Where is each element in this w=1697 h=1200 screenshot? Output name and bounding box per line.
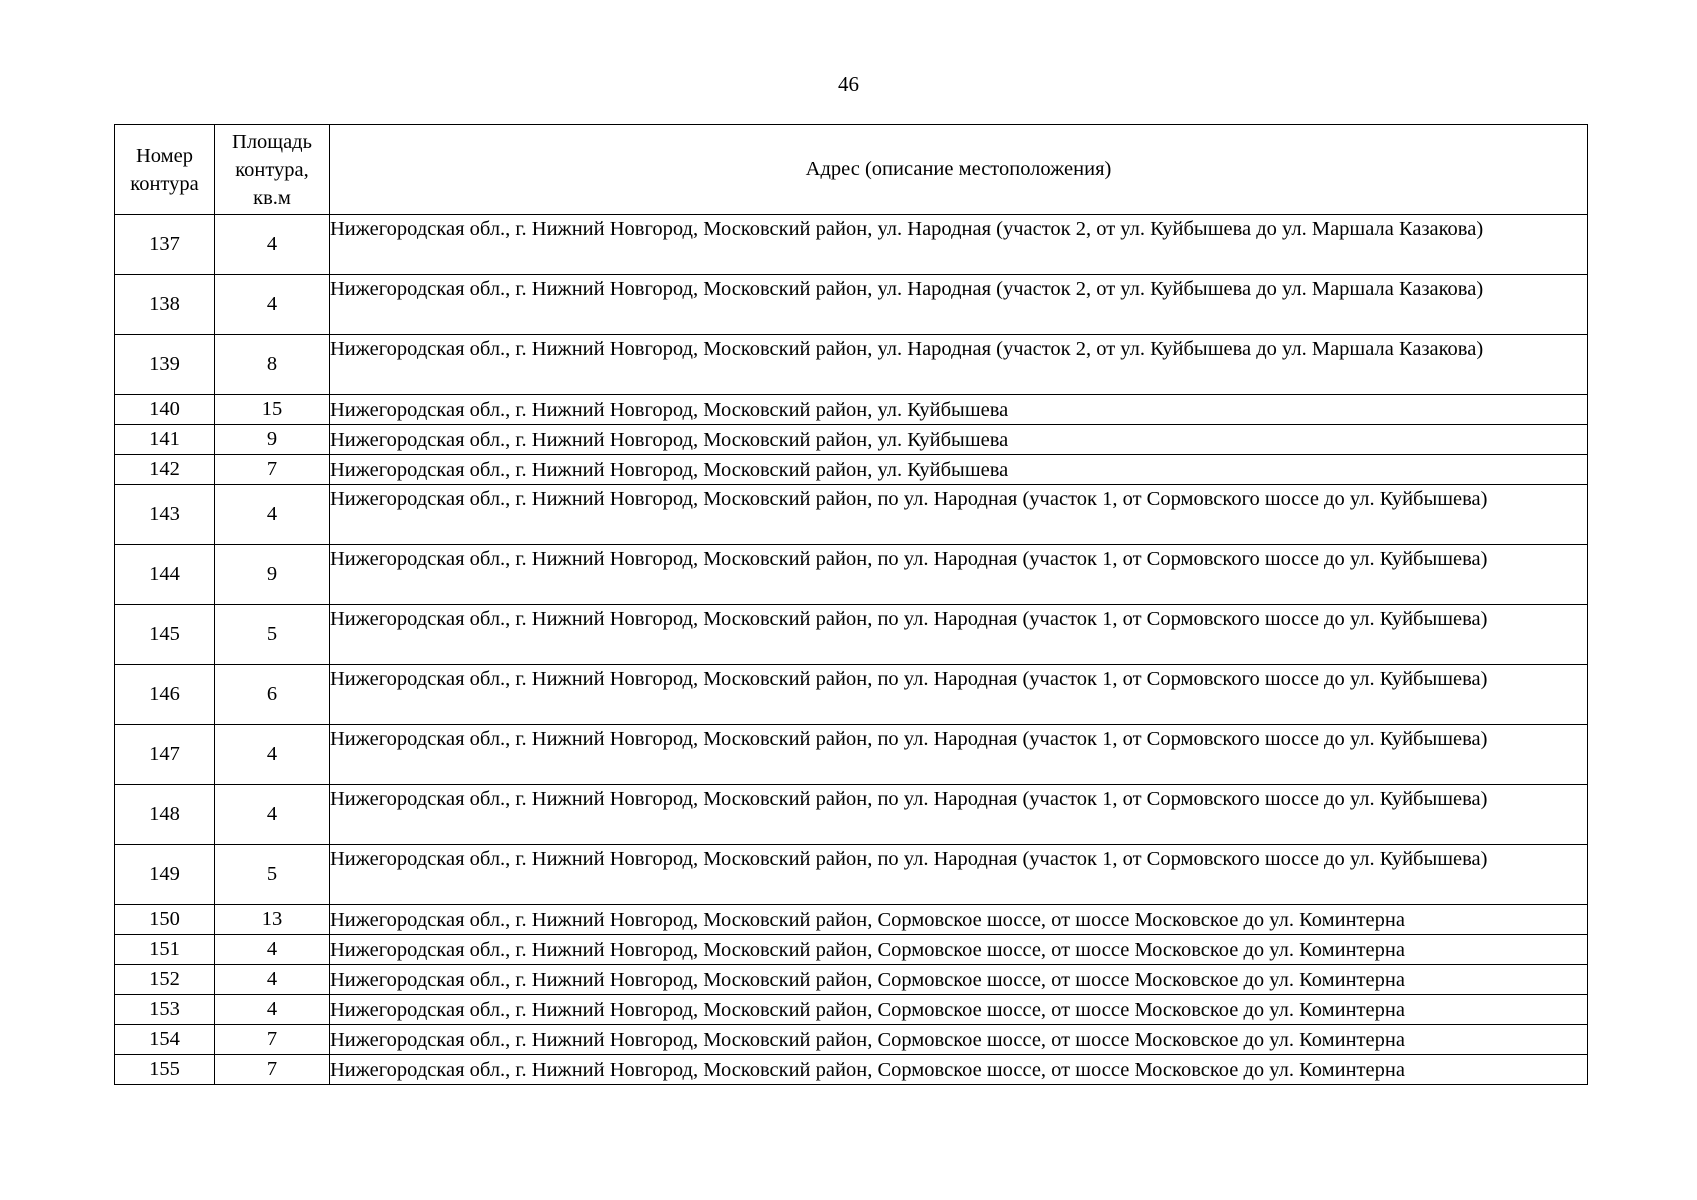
cell-contour-number: 140 (115, 395, 215, 425)
cell-contour-area: 4 (215, 965, 330, 995)
page-number: 46 (838, 72, 859, 96)
cell-address: Нижегородская обл., г. Нижний Новгород, Московский район, ул. Куйбышева (330, 455, 1588, 485)
cell-contour-area: 15 (215, 395, 330, 425)
table-row (115, 545, 1588, 605)
cell-address: Нижегородская обл., г. Нижний Новгород, Московский район, ул. Куйбышева (330, 395, 1588, 425)
cell-address: Нижегородская обл., г. Нижний Новгород, Московский район, по ул. Народная (участок 1, от Сормовского шоссе до ул. Куйбышева) (330, 485, 1588, 545)
cell-address: Нижегородская обл., г. Нижний Новгород, Московский район, Сормовское шоссе, от шоссе Московское до ул. Коминтерна (330, 995, 1588, 1025)
table-row (115, 455, 1588, 485)
cell-address: Нижегородская обл., г. Нижний Новгород, Московский район, Сормовское шоссе, от шоссе Московское до ул. Коминтерна (330, 1055, 1588, 1085)
table-row (115, 275, 1588, 335)
cell-address: Нижегородская обл., г. Нижний Новгород, Московский район, по ул. Народная (участок 1, от Сормовского шоссе до ул. Куйбышева) (330, 785, 1588, 845)
cell-contour-number: 147 (115, 725, 215, 785)
cell-contour-number: 148 (115, 785, 215, 845)
cell-contour-area: 4 (215, 725, 330, 785)
cell-address: Нижегородская обл., г. Нижний Новгород, Московский район, Сормовское шоссе, от шоссе Московское до ул. Коминтерна (330, 935, 1588, 965)
cell-address: Нижегородская обл., г. Нижний Новгород, Московский район, по ул. Народная (участок 1, от Сормовского шоссе до ул. Куйбышева) (330, 845, 1588, 905)
cell-address: Нижегородская обл., г. Нижний Новгород, Московский район, Сормовское шоссе, от шоссе Московское до ул. Коминтерна (330, 905, 1588, 935)
table-row (115, 965, 1588, 995)
cell-address: Нижегородская обл., г. Нижний Новгород, Московский район, по ул. Народная (участок 1, от Сормовского шоссе до ул. Куйбышева) (330, 665, 1588, 725)
cell-address: Нижегородская обл., г. Нижний Новгород, Московский район, Сормовское шоссе, от шоссе Московское до ул. Коминтерна (330, 965, 1588, 995)
cell-address: Нижегородская обл., г. Нижний Новгород, Московский район, ул. Народная (участок 2, от ул. Куйбышева до ул. Маршала Казакова) (330, 335, 1588, 395)
cell-address: Нижегородская обл., г. Нижний Новгород, Московский район, по ул. Народная (участок 1, от Сормовского шоссе до ул. Куйбышева) (330, 545, 1588, 605)
cell-contour-number: 154 (115, 1025, 215, 1055)
cell-contour-number: 142 (115, 455, 215, 485)
cell-contour-number: 149 (115, 845, 215, 905)
table-row (115, 1055, 1588, 1085)
cell-contour-area: 13 (215, 905, 330, 935)
cell-contour-area: 9 (215, 425, 330, 455)
cell-contour-number: 151 (115, 935, 215, 965)
table-row (115, 995, 1588, 1025)
cell-contour-area: 4 (215, 935, 330, 965)
table-row (115, 395, 1588, 425)
cell-contour-area: 7 (215, 455, 330, 485)
cell-contour-area: 4 (215, 785, 330, 845)
table-row (115, 845, 1588, 905)
cell-contour-number: 143 (115, 485, 215, 545)
cell-contour-number: 155 (115, 1055, 215, 1085)
cell-contour-number: 150 (115, 905, 215, 935)
table-row (115, 725, 1588, 785)
cell-contour-number: 137 (115, 215, 215, 275)
cell-contour-area: 9 (215, 545, 330, 605)
cell-contour-area: 4 (215, 275, 330, 335)
cell-contour-area: 4 (215, 215, 330, 275)
cell-address: Нижегородская обл., г. Нижний Новгород, Московский район, по ул. Народная (участок 1, от Сормовского шоссе до ул. Куйбышева) (330, 605, 1588, 665)
cell-contour-area: 8 (215, 335, 330, 395)
header-contour-area: Площадь контура, кв.м (215, 125, 330, 215)
cell-contour-number: 138 (115, 275, 215, 335)
table-row (115, 935, 1588, 965)
cell-contour-area: 5 (215, 845, 330, 905)
header-contour-number: Номер контура (115, 125, 215, 215)
table-row (115, 605, 1588, 665)
cell-address: Нижегородская обл., г. Нижний Новгород, Московский район, ул. Народная (участок 2, от ул. Куйбышева до ул. Маршала Казакова) (330, 275, 1588, 335)
cell-contour-number: 152 (115, 965, 215, 995)
cell-contour-area: 6 (215, 665, 330, 725)
header-address: Адрес (описание местоположения) (330, 125, 1588, 215)
cell-contour-area: 7 (215, 1055, 330, 1085)
table-row (115, 665, 1588, 725)
table-row (115, 785, 1588, 845)
table-row (115, 425, 1588, 455)
cell-address: Нижегородская обл., г. Нижний Новгород, Московский район, по ул. Народная (участок 1, от Сормовского шоссе до ул. Куйбышева) (330, 725, 1588, 785)
cell-contour-number: 153 (115, 995, 215, 1025)
cell-address: Нижегородская обл., г. Нижний Новгород, Московский район, ул. Народная (участок 2, от ул. Куйбышева до ул. Маршала Казакова) (330, 215, 1588, 275)
cell-contour-area: 5 (215, 605, 330, 665)
table-header-row (115, 125, 1588, 215)
table-row (115, 215, 1588, 275)
table-row (115, 1025, 1588, 1055)
cell-contour-number: 144 (115, 545, 215, 605)
cell-contour-number: 146 (115, 665, 215, 725)
cell-address: Нижегородская обл., г. Нижний Новгород, Московский район, Сормовское шоссе, от шоссе Московское до ул. Коминтерна (330, 1025, 1588, 1055)
table-row (115, 485, 1588, 545)
table-row (115, 905, 1588, 935)
table-row (115, 335, 1588, 395)
cell-address: Нижегородская обл., г. Нижний Новгород, Московский район, ул. Куйбышева (330, 425, 1588, 455)
cell-contour-area: 7 (215, 1025, 330, 1055)
cell-contour-number: 139 (115, 335, 215, 395)
cell-contour-area: 4 (215, 995, 330, 1025)
cell-contour-number: 141 (115, 425, 215, 455)
cell-contour-area: 4 (215, 485, 330, 545)
cell-contour-number: 145 (115, 605, 215, 665)
contours-table (114, 124, 1588, 1085)
